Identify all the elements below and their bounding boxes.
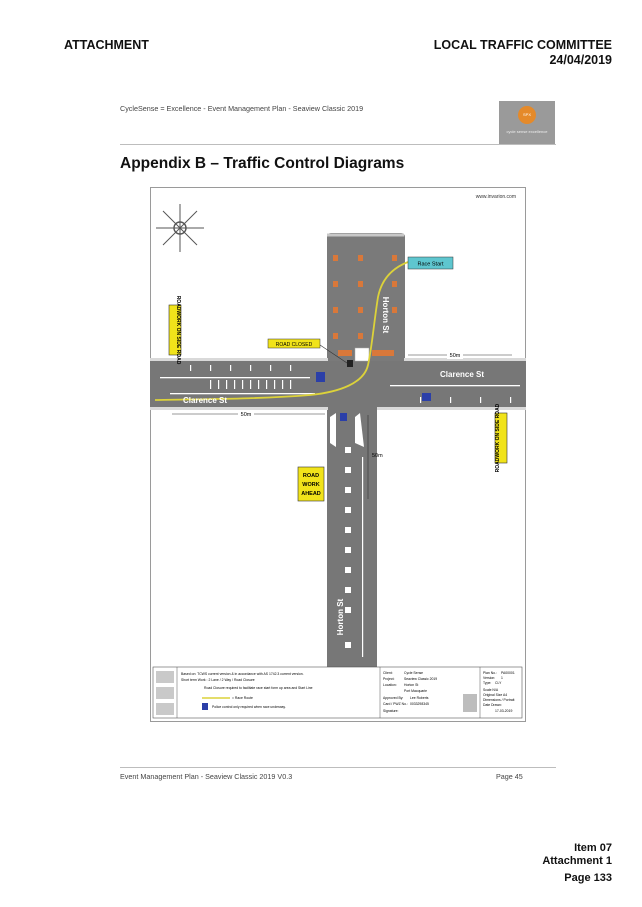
info-location2: Port Macquarie [404,689,427,693]
info-legend-route: = Race Route [232,696,253,700]
svg-text:Location:: Location: [383,683,397,687]
info-client: Cycle Sense [404,671,424,675]
website-label: www.invarion.com [475,194,516,200]
page-heading: Appendix B – Traffic Control Diagrams [120,155,405,172]
info-dims: Dimensions / Portrait [483,698,515,702]
doc-footer-page: Page 45 [496,772,523,781]
info-location: Horton St [404,683,419,687]
road-work-ahead-line1: ROAD [302,473,320,479]
clarence-st-left-label: Clarence St [183,396,228,405]
police-icon [316,372,325,382]
svg-text:Card / PWZ No.:: Card / PWZ No.: [383,702,408,706]
info-scale: Scale N/A [483,688,499,692]
horton-st-bottom-label: Horton St [336,598,345,636]
roadwork-right-label: ROADWORK ON SIDE ROAD [495,403,501,473]
traffic-control-diagram [150,187,526,722]
info-legend-police: Police control only required when race underway. [212,705,286,709]
svg-text:Plan No.:: Plan No.: [483,671,497,675]
road-closed-label: ROAD CLOSED [275,342,313,348]
info-approved: Lee Roberts [410,696,429,700]
logo-badge-icon: SPX [518,106,536,124]
svg-text:Client:: Client: [383,671,393,675]
info-date: 17-03-2019 [495,709,513,713]
attachment-header: ATTACHMENT [64,38,149,52]
info-plan-no: PA00001 [501,671,515,675]
dim-down-label: 50m [372,453,383,459]
info-type: CLY [495,681,502,685]
svg-text:Approved By:: Approved By: [383,696,404,700]
footer-rule [120,767,556,768]
info-note1: Based on: TCWS current version & in accordance with AS 1742.3 current version. [181,672,304,676]
meeting-date: 24/04/2019 [549,53,612,67]
svg-text:Version:: Version: [483,676,496,680]
svg-text:Type:: Type: [483,681,492,685]
north-arrow-icon [156,204,204,252]
svg-text:Signature:: Signature: [383,709,399,713]
info-card: 0033298345 [410,702,429,706]
approver-photo [463,694,477,712]
race-start-label: Race Start [417,261,444,268]
diagram-info-block [153,667,522,718]
page-number: Page 133 [564,872,612,884]
doc-header-text: CycleSense = Excellence - Event Management Plan - Seaview Classic 2019 [120,104,364,113]
info-note2: Short term Work : 2 Lane / 2 Way / Road Closure [181,678,255,682]
dim-left-label: 50m [240,412,252,418]
road-work-ahead-line2: WORK [302,482,320,488]
svg-text:Date Drawn:: Date Drawn: [483,703,502,707]
info-project: Seaview Classic 2019 [404,677,438,681]
dim-right-label: 50m [449,353,461,359]
doc-footer-text: Event Management Plan - Seaview Classic 2019 V0.3 [120,772,293,781]
item-number: Item 07 [574,842,612,854]
logo-tagline: cycle sense excellence [506,129,548,134]
info-note3: Road Closure required to facilitate race start form up area and Start Line [204,686,313,690]
police-icon [422,393,431,401]
road-work-ahead-line3: AHEAD [301,491,321,497]
header-rule [120,144,556,145]
svg-text:Project:: Project: [383,677,395,681]
horton-st-top-label: Horton St [381,296,390,334]
clarence-st-right-label: Clarence St [440,370,485,379]
police-icon [340,413,347,421]
roadwork-left-label: ROADWORK ON SIDE ROAD [175,295,181,365]
committee-title: LOCAL TRAFFIC COMMITTEE [433,38,612,52]
attachment-number: Attachment 1 [542,855,612,867]
horton-st-north [327,233,405,363]
info-original-size: Original Size A4 [483,693,508,697]
company-logo [499,101,555,145]
info-version: 1 [501,676,503,680]
